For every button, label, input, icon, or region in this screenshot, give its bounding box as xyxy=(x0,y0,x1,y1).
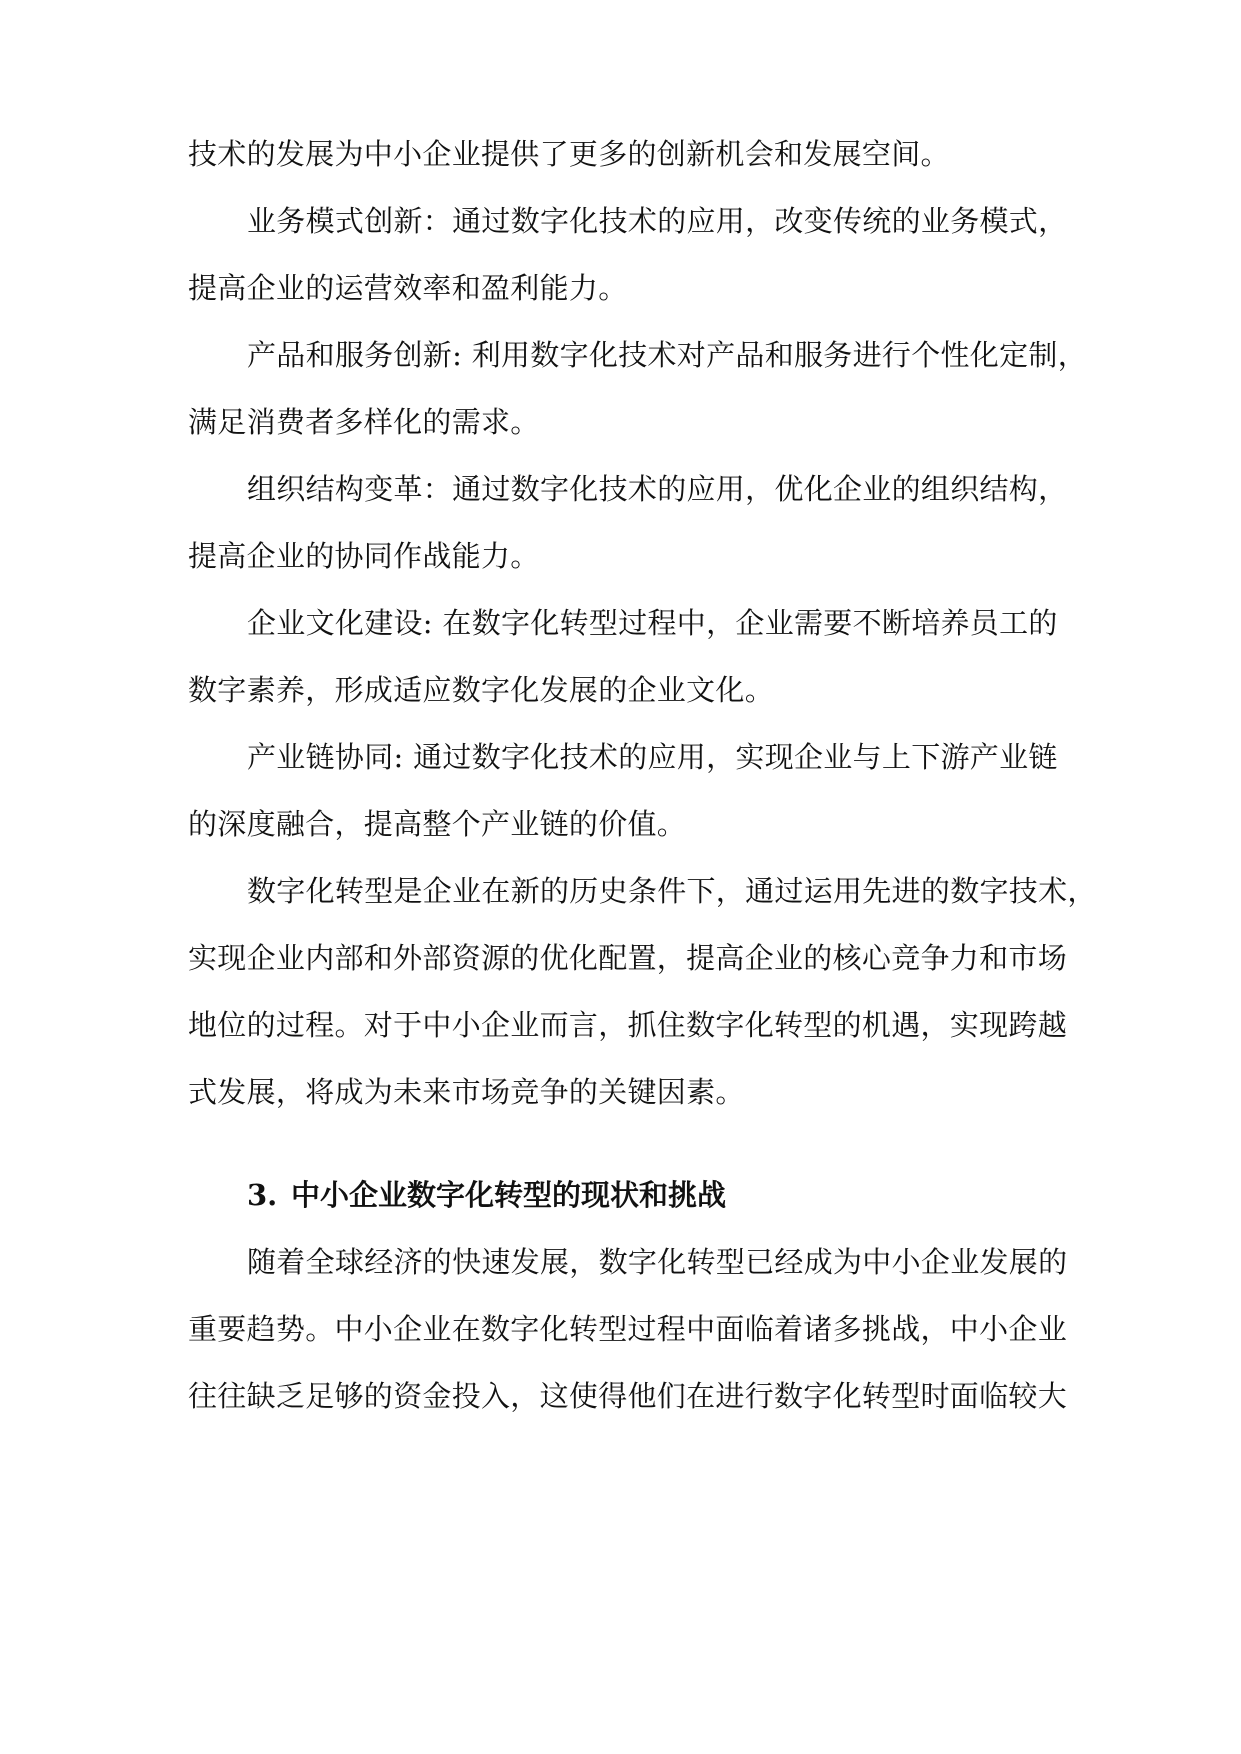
paragraph-line: 技术的发展为中小企业提供了更多的创新机会和发展空间。 xyxy=(188,137,950,171)
paragraph-line: 数字化转型是企业在新的历史条件下，通过运用先进的数字技术， xyxy=(247,874,1097,908)
paragraph-line: 产业链协同: 通过数字化技术的应用，实现企业与上下游产业链 xyxy=(247,740,1058,774)
paragraph-line: 地位的过程。对于中小企业而言，抓住数字化转型的机遇，实现跨越 xyxy=(188,1008,1068,1042)
paragraph-line: 满足消费者多样化的需求。 xyxy=(188,405,540,439)
section-title: 中小企业数字化转型的现状和挑战 xyxy=(291,1178,727,1212)
paragraph-line: 提高企业的运营效率和盈利能力。 xyxy=(188,271,628,305)
paragraph-line: 产品和服务创新: 利用数字化技术对产品和服务进行个性化定制， xyxy=(247,338,1087,372)
paragraph-line: 组织结构变革：通过数字化技术的应用，优化企业的组织结构， xyxy=(247,472,1068,506)
paragraph-line: 提高企业的协同作战能力。 xyxy=(188,539,540,573)
paragraph-line: 往往缺乏足够的资金投入，这使得他们在进行数字化转型时面临较大 xyxy=(188,1379,1068,1413)
section-number: 3. xyxy=(247,1178,278,1212)
paragraph-line: 数字素养，形成适应数字化发展的企业文化。 xyxy=(188,673,775,707)
paragraph-line: 业务模式创新：通过数字化技术的应用，改变传统的业务模式， xyxy=(247,204,1068,238)
section-heading xyxy=(247,1177,726,1213)
paragraph-line: 重要趋势。中小企业在数字化转型过程中面临着诸多挑战，中小企业 xyxy=(188,1312,1068,1346)
paragraph-line: 企业文化建设: 在数字化转型过程中，企业需要不断培养员工的 xyxy=(247,606,1058,640)
paragraph-line: 随着全球经济的快速发展，数字化转型已经成为中小企业发展的 xyxy=(247,1245,1068,1279)
paragraph-line: 的深度融合，提高整个产业链的价值。 xyxy=(188,807,687,841)
paragraph-line: 实现企业内部和外部资源的优化配置，提高企业的核心竞争力和市场 xyxy=(188,941,1068,975)
paragraph-line: 式发展，将成为未来市场竞争的关键因素。 xyxy=(188,1075,745,1109)
